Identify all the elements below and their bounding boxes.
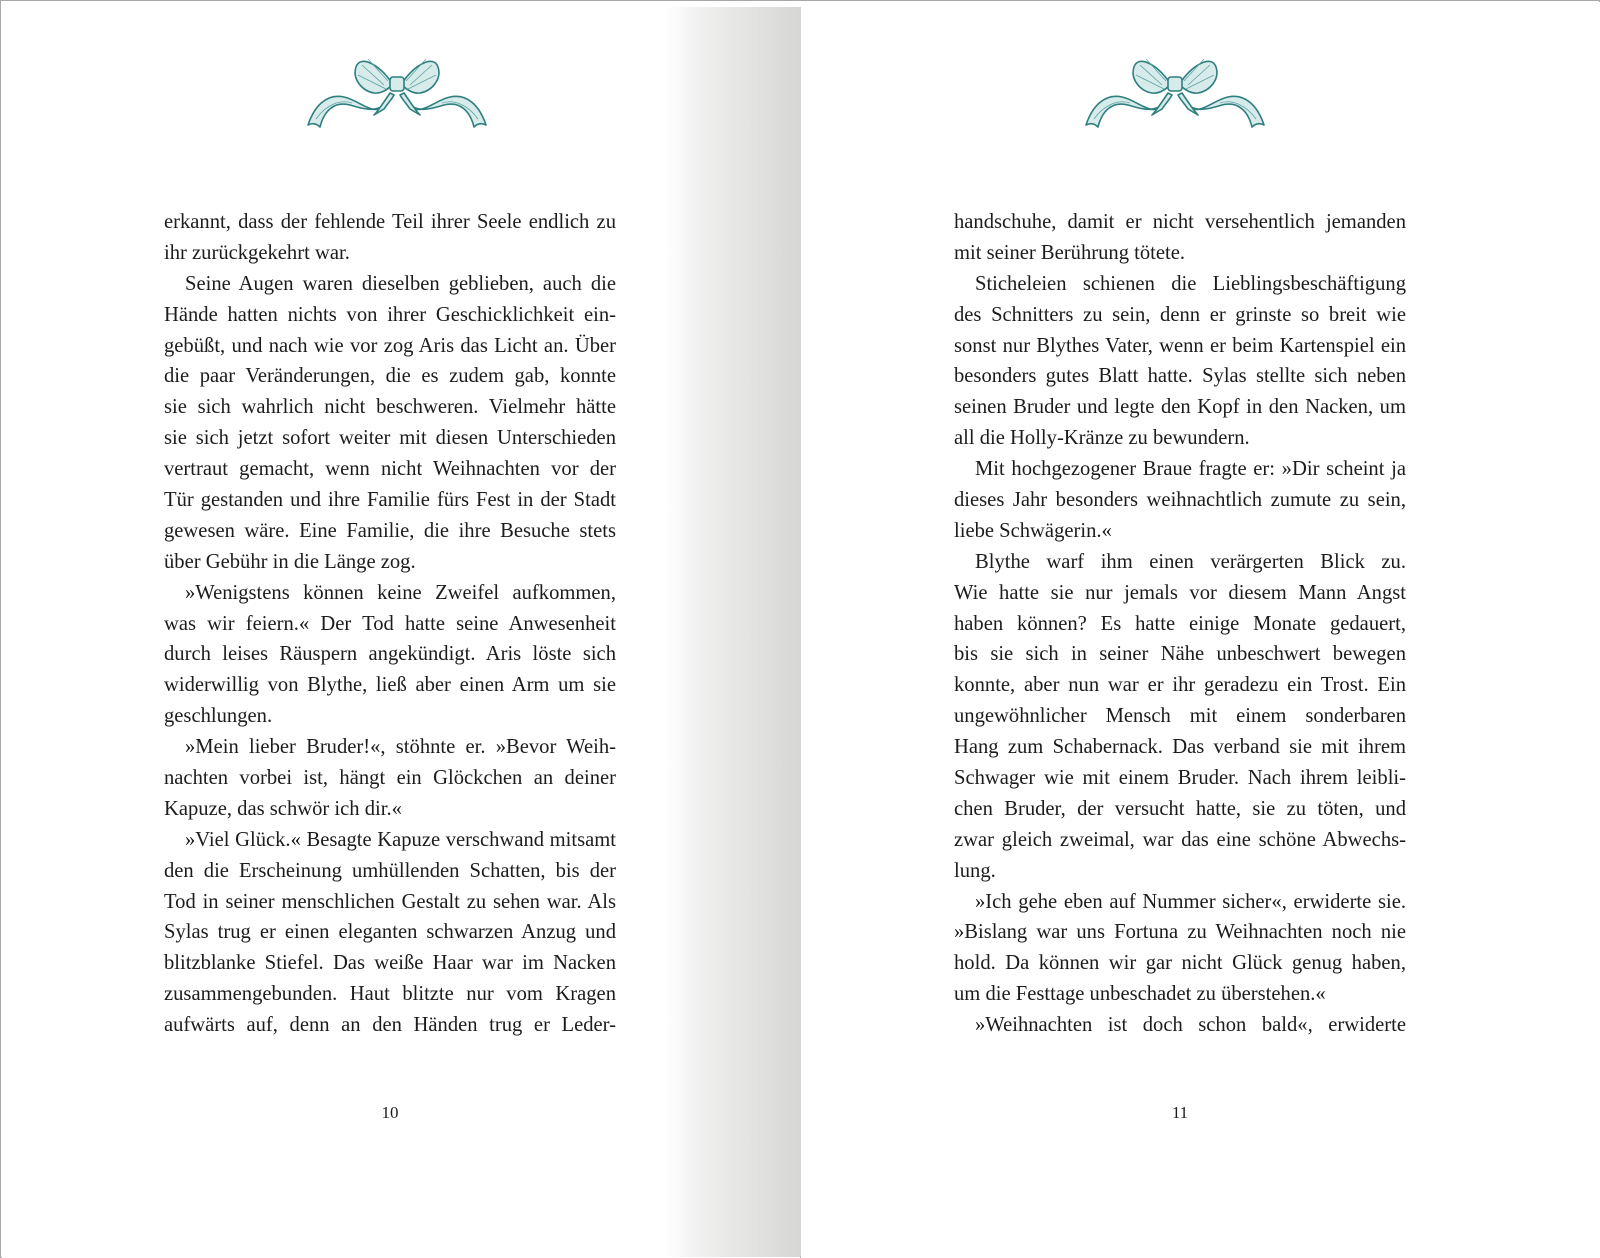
text-line: Tür gestanden und ihre Familie fürs Fest in der Stadt	[164, 489, 616, 512]
text-line: Hände hatten nichts von ihrer Geschicklichkeit ein-	[164, 303, 616, 326]
text-line: »Bislang war uns Fortuna zu Weihnachten noch nie	[954, 921, 1406, 944]
text-line: blitzblanke Stiefel. Das weiße Haar war im Nacken	[164, 952, 616, 975]
text-line: »Wenigstens können keine Zweifel aufkommen,	[185, 581, 616, 604]
text-line: aufwärts auf, denn an den Händen trug er Leder-	[164, 1014, 616, 1037]
bow-ribbon-icon	[1082, 49, 1268, 129]
text-line: um die Festtage unbeschadet zu überstehen.«	[954, 983, 1326, 1006]
text-line: Kapuze, das schwör ich dir.«	[164, 797, 402, 820]
text-line: des Schnitters zu sein, denn er grinste so breit wie	[954, 303, 1406, 326]
text-line: konnte, aber nun war er ihr geradezu ein Trost. Ein	[954, 674, 1406, 697]
text-line: über Gebühr in die Länge zog.	[164, 550, 416, 573]
text-line: gewesen wäre. Eine Familie, die ihre Besuche stets	[164, 519, 616, 542]
text-line: Tod in seiner menschlichen Gestalt zu sehen war. Als	[164, 890, 616, 913]
text-line: gebüßt, und nach wie vor zog Aris das Licht an. Über	[164, 334, 616, 357]
text-line: all die Holly-Kränze zu bewundern.	[954, 427, 1250, 450]
text-line: sie sich jetzt sofort weiter mit diesen Unterschieden	[164, 427, 616, 450]
text-line: Hang zum Schabernack. Das verband sie mit ihrem	[954, 736, 1406, 759]
text-line: Sticheleien schienen die Lieblingsbeschäftigung	[975, 272, 1406, 295]
bow-ornament-left-svg	[304, 49, 490, 129]
text-line: hold. Da können wir gar nicht Glück genug haben,	[954, 952, 1406, 975]
text-line: den die Erscheinung umhüllenden Schatten, bis der	[164, 859, 616, 882]
text-line: nachten vorbei ist, hängt ein Glöckchen an deiner	[164, 767, 616, 790]
text-line: Sylas trug er einen eleganten schwarzen Anzug und	[164, 921, 616, 944]
text-line: Seine Augen waren dieselben geblieben, auch die	[185, 272, 616, 295]
text-line: dieses Jahr besonders weihnachtlich zumute zu sein,	[954, 489, 1406, 512]
left-page-body-text	[164, 207, 616, 1041]
text-line: zusammengebunden. Haut blitzte nur vom Kragen	[164, 983, 616, 1006]
text-line: sie sich wahrlich nicht beschweren. Vielmehr hätte	[164, 396, 616, 419]
bow-ornament-right-svg	[1082, 49, 1268, 129]
text-line: chen Bruder, der versucht hatte, sie zu töten, und	[954, 797, 1406, 820]
text-line: seinen Bruder und legte den Kopf in den Nacken, um	[954, 396, 1406, 419]
text-line: bis sie sich in seiner Nähe unbeschwert bewegen	[954, 643, 1406, 666]
text-line: sonst nur Blythes Vater, wenn er beim Kartenspiel ein	[954, 334, 1406, 357]
text-line: erkannt, dass der fehlende Teil ihrer Seele endlich zu	[164, 211, 616, 233]
text-line: geschlungen.	[164, 705, 273, 728]
text-line: haben können? Es hatte einige Monate gedauert,	[954, 612, 1406, 635]
text-line: besonders gutes Blatt hatte. Sylas stellte sich neben	[954, 365, 1406, 388]
page-number-right: 11	[1171, 1103, 1189, 1122]
text-line: mit seiner Berührung tötete.	[954, 241, 1186, 264]
text-line: »Ich gehe eben auf Nummer sicher«, erwiderte sie.	[975, 890, 1406, 913]
text-line: handschuhe, damit er nicht versehentlich jemanden	[954, 211, 1406, 233]
text-line: Mit hochgezogener Braue fragte er: »Dir scheint ja	[975, 458, 1406, 481]
text-line: ihr zurückgekehrt war.	[164, 241, 350, 264]
right-page-body-text	[954, 207, 1406, 1041]
text-line: zwar gleich zweimal, war das eine schöne Abwechs-	[954, 828, 1406, 851]
text-line: Blythe warf ihm einen verärgerten Blick zu.	[975, 550, 1406, 573]
text-line: vertraut gemacht, wenn nicht Weihnachten vor der	[164, 458, 616, 481]
text-line: Schwager wie mit einem Bruder. Nach ihrem leibli-	[954, 767, 1406, 790]
page-number-left: 10	[381, 1103, 399, 1122]
bow-ribbon-icon	[304, 49, 490, 129]
text-line: die paar Veränderungen, die es zudem gab, konnte	[164, 365, 616, 388]
text-line: Wie hatte sie nur jemals vor diesem Mann Angst	[954, 581, 1406, 604]
text-line: »Viel Glück.« Besagte Kapuze verschwand mitsamt	[185, 828, 616, 851]
text-line: lung.	[954, 859, 996, 882]
text-line: »Mein lieber Bruder!«, stöhnte er. »Bevor Weih-	[185, 736, 616, 759]
text-line: was wir feiern.« Der Tod hatte seine Anwesenheit	[164, 612, 616, 635]
text-line: liebe Schwägerin.«	[954, 519, 1112, 542]
text-line: durch leises Räuspern angekündigt. Aris löste sich	[164, 643, 616, 666]
text-line: ungewöhnlicher Mensch mit einem sonderbaren	[954, 705, 1406, 728]
text-line: widerwillig von Blythe, ließ aber einen Arm um sie	[164, 674, 616, 697]
text-line: »Weihnachten ist doch schon bald«, erwiderte	[975, 1014, 1406, 1037]
book-gutter-shadow	[665, 7, 801, 1257]
